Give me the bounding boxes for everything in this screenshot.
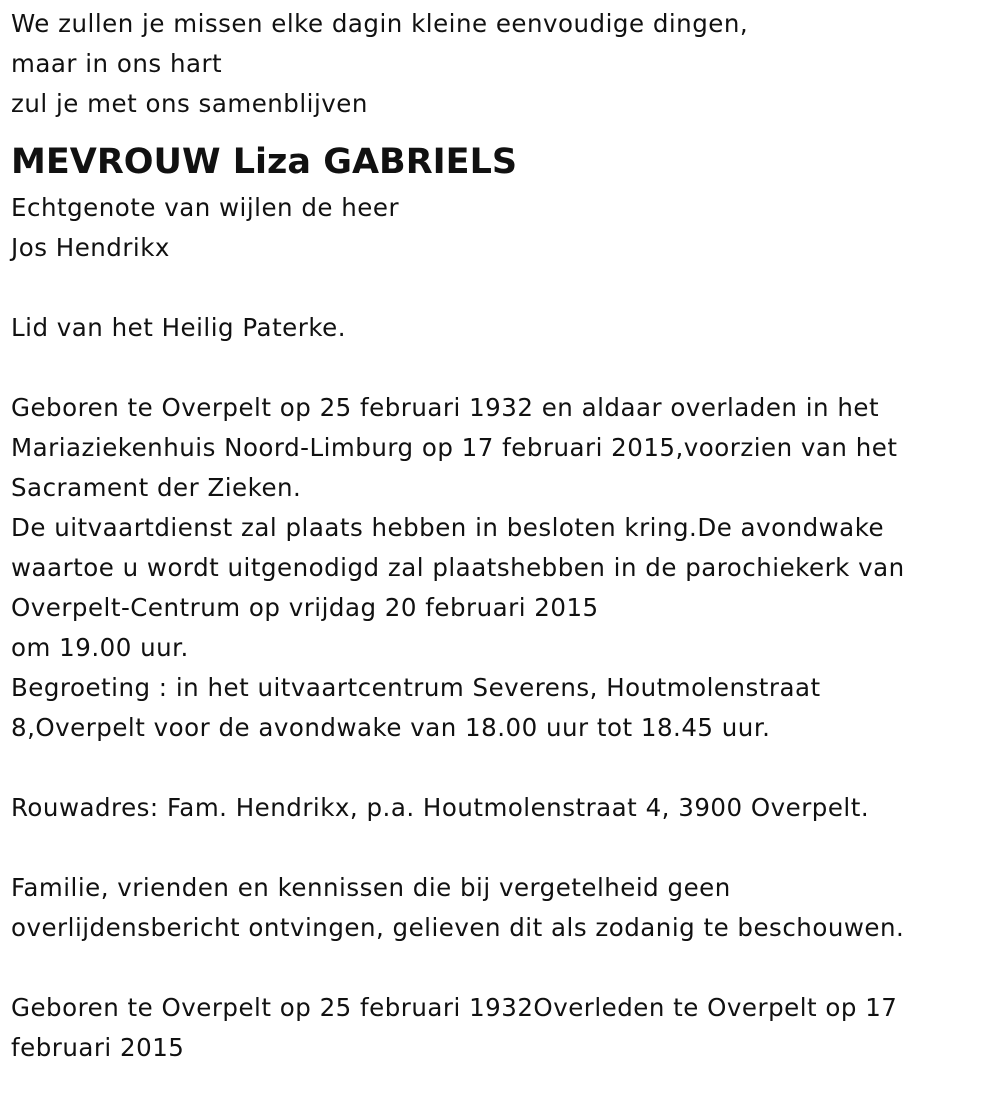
summary-line: februari 2015 [11,1033,185,1062]
notice [11,868,991,948]
spacer [11,748,991,788]
funeral-details [11,388,991,748]
notice-line: Familie, vrienden en kennissen die bij vergetelheid geen [11,873,731,902]
details-line: Overpelt-Centrum op vrijdag 20 februari 2015 [11,593,599,622]
spacer [11,828,991,868]
spacer [11,948,991,988]
details-line: Geboren te Overpelt op 25 februari 1932 en aldaar overladen in het [11,393,880,422]
poem [11,4,991,124]
summary-line: Geboren te Overpelt op 25 februari 1932Overleden te Overpelt op 17 [11,993,898,1022]
details-line: Sacrament der Zieken. [11,473,302,502]
details-line: 8,Overpelt voor de avondwake van 18.00 uur tot 18.45 uur. [11,713,771,742]
notice-line: overlijdensbericht ontvingen, gelieven dit als zodanig te beschouwen. [11,913,905,942]
spouse-info [11,188,991,268]
poem-line: maar in ons hart [11,49,223,78]
spouse-line: Jos Hendrikx [11,233,170,262]
spacer [11,268,991,308]
details-line: waartoe u wordt uitgenodigd zal plaatshebben in de parochiekerk van [11,553,905,582]
obituary-notice [11,4,991,1068]
details-line: Begroeting : in het uitvaartcentrum Severens, Houtmolenstraat [11,673,821,702]
spacer [11,348,991,388]
mourning-address: Rouwadres: Fam. Hendrikx, p.a. Houtmolenstraat 4, 3900 Overpelt. [11,793,870,822]
membership: Lid van het Heilig Paterke. [11,313,346,342]
details-line: De uitvaartdienst zal plaats hebben in besloten kring.De avondwake [11,513,885,542]
details-line: om 19.00 uur. [11,633,189,662]
details-line: Mariaziekenhuis Noord-Limburg op 17 februari 2015,voorzien van het [11,433,898,462]
poem-line: zul je met ons samenblijven [11,89,368,118]
spouse-line: Echtgenote van wijlen de heer [11,193,400,222]
deceased-name: MEVROUW Liza GABRIELS [11,142,518,182]
birth-death-summary [11,988,991,1068]
poem-line: We zullen je missen elke dagin kleine eenvoudige dingen, [11,9,749,38]
